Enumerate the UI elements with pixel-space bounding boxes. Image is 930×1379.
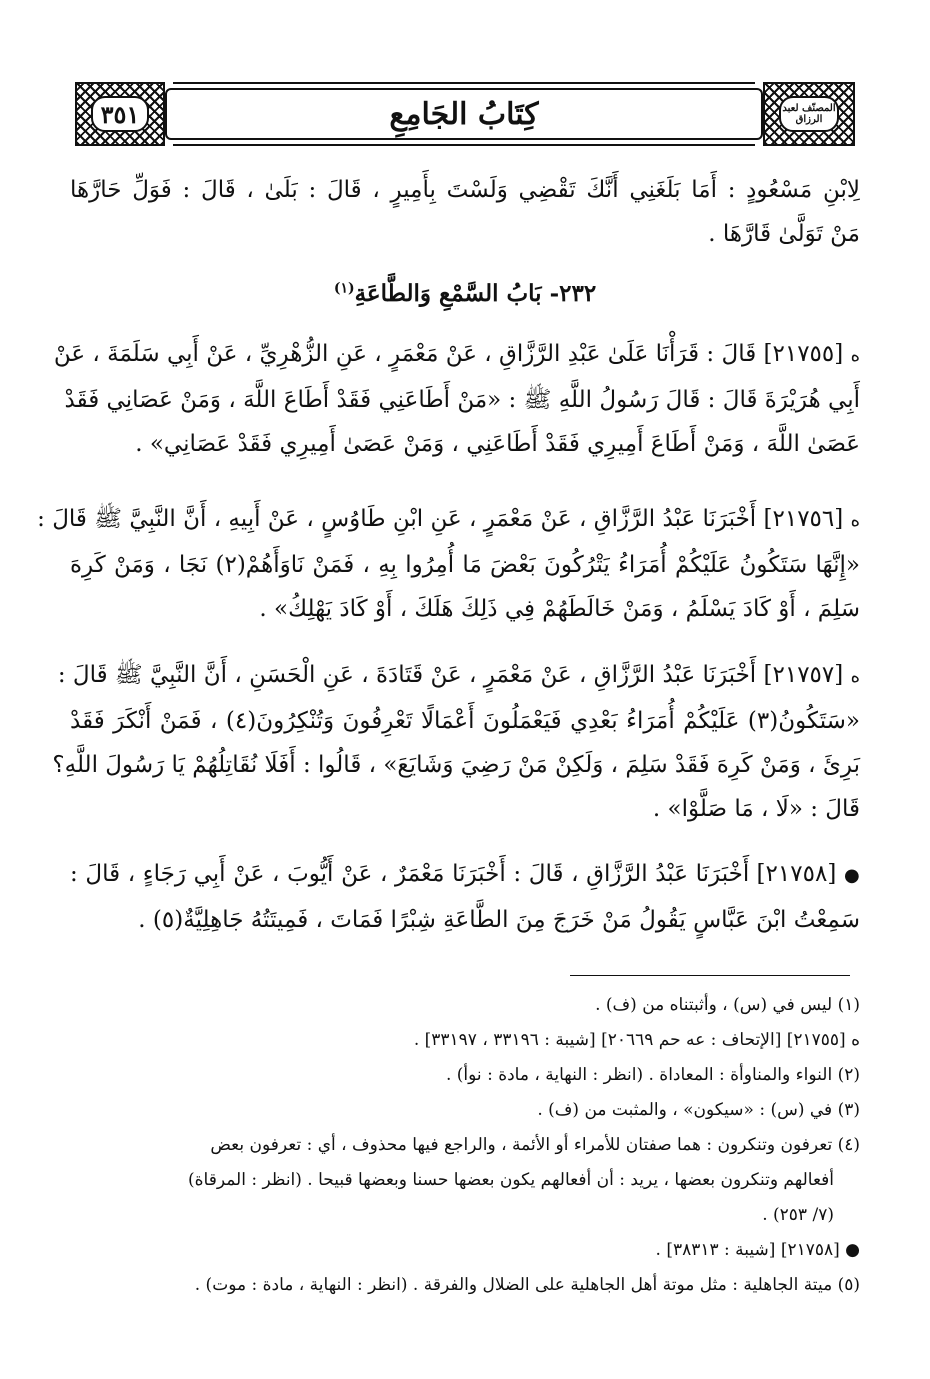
hadith-marker: ه bbox=[850, 510, 860, 531]
text-line: قَالَ : «لَا ، مَا صَلَّوْا» . bbox=[652, 796, 860, 822]
page-number-ornament bbox=[75, 82, 165, 146]
footnote: ● [٢١٧٥٨] [شيبة : ٣٨٣١٣] . bbox=[655, 1240, 860, 1260]
book-title: كِتَابُ الجَامِعِ bbox=[389, 96, 539, 132]
footnote: (١) ليس في (س) ، وأثبتناه من (ف) . bbox=[595, 995, 860, 1015]
footnote-continuation: أفعالهم وتنكرون بعضها ، يريد : أن أفعالهم يكون بعضها حسنا وبعضها قبيحا . (انظر : المرقاة) bbox=[188, 1170, 834, 1190]
chapter-note-ref: (١) bbox=[333, 280, 355, 297]
text-line: «سَتَكُونُ(٣) عَلَيْكُمْ أُمَرَاءُ بَعْدِي فَيَعْمَلُونَ أَعْمَالًا تَعْرِفُونَ وَتُنْكِرُونَ(٤) ، فَمَنْ أَنْكَرَ فَقَدْ bbox=[70, 708, 860, 734]
hadith-21756 bbox=[37, 497, 860, 631]
footnote: (٤) تعرفون وتنكرون : هما صفتان للأمراء أو الأئمة ، والراجع فيها محذوف ، أي : تعرفون بعض bbox=[210, 1135, 860, 1155]
text-line: «إِنَّهَا سَتَكُونُ عَلَيْكُمْ أُمَرَاءُ يَتْرُكُونَ بَعْضَ مَا أُمِرُوا بِهِ ، فَمَنْ نَاوَأَهُمْ(٢) نَجَا ، وَمَنْ كَرِهَ bbox=[70, 552, 860, 578]
text-line: سَمِعْتُ ابْنَ عَبَّاسٍ يَقُولُ مَنْ خَرَجَ مِنَ الطَّاعَةِ شِبْرًا فَمَاتَ ، فَمِيتَتُهُ جَاهِلِيَّةٌ(٥) . bbox=[138, 907, 860, 933]
footnote: ه [٢١٧٥٥] [الإتحاف : عه حم ٢٠٦٦٩] [شيبة : ٣٣١٩٦ ، ٣٣١٩٧] . bbox=[413, 1030, 860, 1050]
text-line: ه [٢١٧٥٧] أَخْبَرَنَا عَبْدُ الرَّزَّاقِ ، عَنْ مَعْمَرٍ ، عَنْ قَتَادَةَ ، عَنِ الْحَسَنِ ، أَنَّ النَّبِيَّ ﷺ قَالَ : bbox=[57, 662, 860, 688]
footnote: (٣) في (س) : «سيكون» ، والمثبت من (ف) . bbox=[537, 1100, 860, 1120]
hadith-21755 bbox=[53, 332, 860, 466]
footnotes bbox=[70, 988, 860, 1303]
footnote: (٥) ميتة الجاهلية : مثل موتة أهل الجاهلية على الضلال والفرقة . (انظر : النهاية ، مادة : موت) . bbox=[194, 1275, 860, 1295]
text-line: سَلِمَ ، أَوْ كَادَ يَسْلَمُ ، وَمَنْ خَالَطَهُمْ فِي ذَلِكَ هَلَكَ ، أَوْ كَادَ يَهْلِكُ» . bbox=[259, 596, 860, 622]
hadith-21757 bbox=[52, 653, 860, 831]
text-line: ● [٢١٧٥٨] أَخْبَرَنَا عَبْدُ الرَّزَّاقِ ، قَالَ : أَخْبَرَنَا مَعْمَرٌ ، عَنْ أَيُّوبَ ، عَنْ أَبِي رَجَاءٍ ، قَالَ : bbox=[70, 861, 860, 887]
page-header bbox=[75, 82, 855, 148]
hadith-marker: ● bbox=[843, 865, 860, 886]
text-line: مَنْ تَوَلَّىٰ قَارَّهَا . bbox=[708, 221, 860, 247]
logo-ornament bbox=[763, 82, 855, 146]
chapter-title: ٢٣٢- بَابُ السَّمْعِ وَالطَّاعَةِ bbox=[354, 280, 597, 307]
text-line: عَصَىٰ اللَّهَ ، وَمَنْ أَطَاعَ أَمِيرِي فَقَدْ أَطَاعَنِي ، وَمَنْ عَصَىٰ أَمِيرِي فَقَدْ عَصَانِي» . bbox=[135, 431, 860, 457]
hadith-marker: ه bbox=[850, 345, 860, 366]
series-logo: المصنّف لعبد الرزاق bbox=[782, 103, 836, 125]
text-line: ه [٢١٧٥٥] قَالَ : قَرَأْنَا عَلَىٰ عَبْدِ الرَّزَّاقِ ، عَنْ مَعْمَرٍ ، عَنِ الزُّهْرِيِّ ، عَنْ أَبِي سَلَمَةَ ، عَنْ bbox=[53, 341, 860, 367]
footnote: (٢) النواء والمناوأة : المعاداة . (انظر : النهاية ، مادة : نوأ) . bbox=[445, 1065, 860, 1085]
text-line: أَبِي هُرَيْرَةَ قَالَ : قَالَ رَسُولُ اللَّهِ ﷺ : «مَنْ أَطَاعَنِي فَقَدْ أَطَاعَ اللَّهَ ، وَمَنْ عَصَانِي فَقَدْ bbox=[64, 387, 860, 413]
title-banner bbox=[165, 88, 763, 140]
hadith-21758 bbox=[70, 852, 860, 942]
footnote-continuation: (٧/ ٢٥٣) . bbox=[762, 1205, 834, 1225]
footnote-divider bbox=[570, 975, 850, 976]
text-line: بَرِئَ ، وَمَنْ كَرِهَ فَقَدْ سَلِمَ ، وَلَكِنْ مَنْ رَضِيَ وَشَايَعَ» ، قَالُوا : أَفَلَا نُقَاتِلُهُمْ يَا رَسُولَ اللَّهِ؟ bbox=[52, 752, 860, 778]
text-line: ه [٢١٧٥٦] أَخْبَرَنَا عَبْدُ الرَّزَّاقِ ، عَنْ مَعْمَرٍ ، عَنِ ابْنِ طَاوُسٍ ، عَنْ أَبِيهِ ، أَنَّ النَّبِيَّ ﷺ قَالَ : bbox=[37, 506, 860, 532]
chapter-heading bbox=[0, 280, 930, 307]
text-line: لِابْنِ مَسْعُودٍ : أَمَا بَلَغَنِي أَنَّكَ تَقْضِي وَلَسْتَ بِأَمِيرٍ ، قَالَ : بَلَىٰ ، قَالَ : فَوَلِّ حَارَّهَا bbox=[70, 177, 860, 203]
hadith-marker: ه bbox=[850, 666, 860, 687]
page-number: ٣٥١ bbox=[100, 99, 140, 129]
intro-paragraph bbox=[70, 168, 860, 256]
